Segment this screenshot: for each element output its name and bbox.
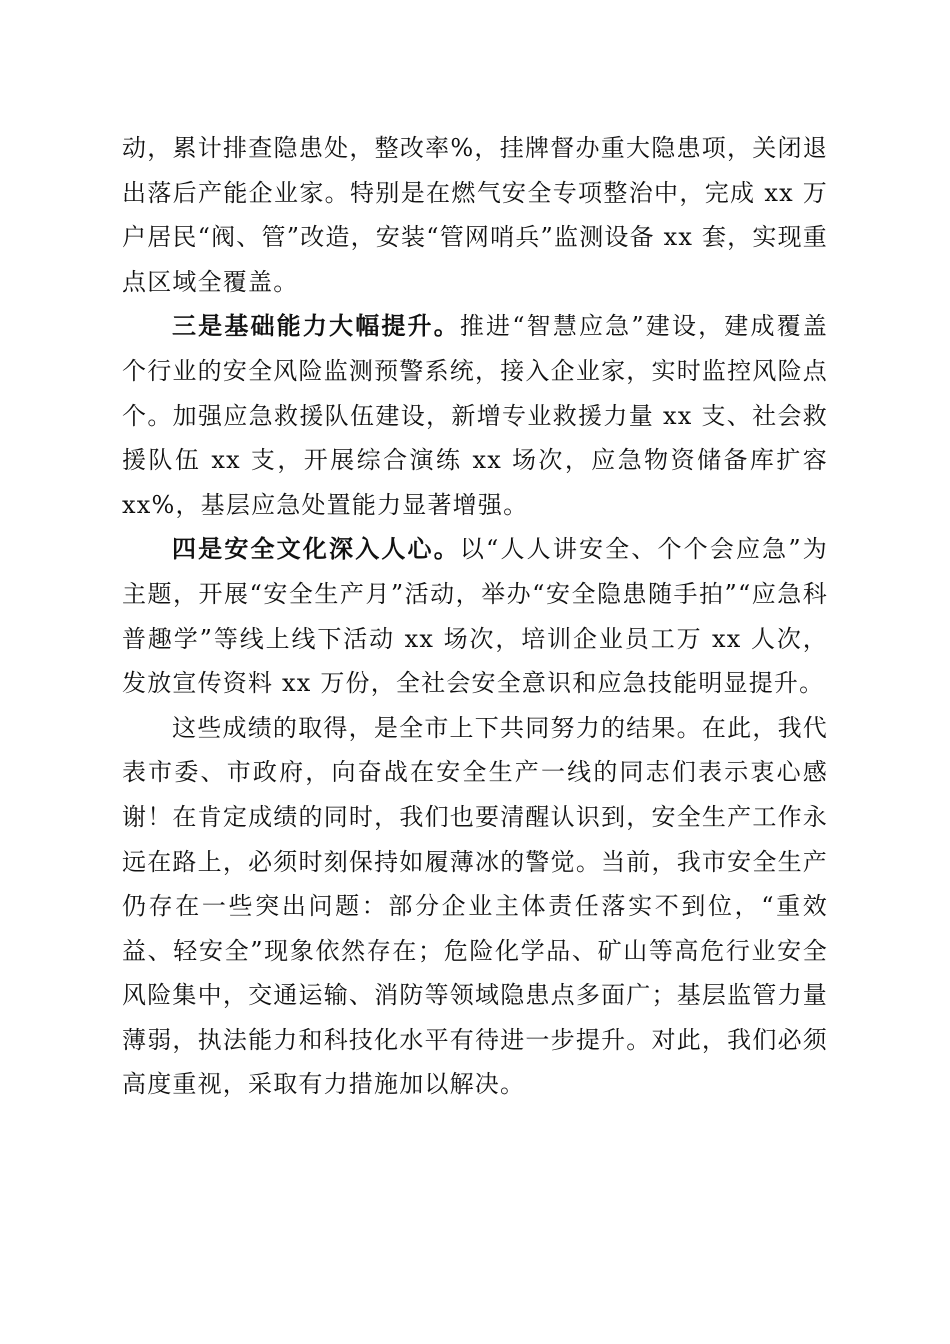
paragraph-continuation [122,126,828,304]
paragraph-foundation-capability [122,304,828,527]
paragraph-text: 推进“智慧应急”建设，建成覆盖个行业的安全风险监测预警系统，接入企业家，实时监控风险点个。加强应急救援队伍建设，新增专业救援力量 xx 支、社会救援队伍 xx 支，开展综合演练 xx 场次，应急物资储备库扩容 xx%，基层应急处置能力显著增强。 [122,312,828,519]
paragraph-achievements-and-problems [122,706,828,1107]
paragraph-safety-culture [122,527,828,705]
document-body [122,126,828,1107]
paragraph-text: 以“人人讲安全、个个会应急”为主题，开展“安全生产月”活动，举办“安全隐患随手拍”“应急科普趣学”等线上线下活动 xx 场次，培训企业员工万 xx 人次，发放宣传资料 xx 万份，全社会安全意识和应急技能明显提升。 [122,535,828,698]
paragraph-text: 动，累计排查隐患处，整改率%，挂牌督办重大隐患项，关闭退出落后产能企业家。特别是在燃气安全专项整治中，完成 xx 万户居民“阀、管”改造，安装“管网哨兵”监测设备 xx 套，实现重点区域全覆盖。 [122,134,828,296]
paragraph-text: 这些成绩的取得，是全市上下共同努力的结果。在此，我代表市委、市政府，向奋战在安全生产一线的同志们表示衷心感谢！在肯定成绩的同时，我们也要清醒认识到，安全生产工作永远在路上，必须时刻保持如履薄冰的警觉。当前，我市安全生产仍存在一些突出问题：部分企业主体责任落实不到位，“重效益、轻安全”现象依然存在；危险化学品、矿山等高危行业安全风险集中，交通运输、消防等领域隐患点多面广；基层监管力量薄弱，执法能力和科技化水平有待进一步提升。对此，我们必须高度重视，采取有力措施加以解决。 [122,713,828,1099]
paragraph-lead: 四是安全文化深入人心。 [172,534,460,564]
paragraph-lead: 三是基础能力大幅提升。 [172,311,460,341]
